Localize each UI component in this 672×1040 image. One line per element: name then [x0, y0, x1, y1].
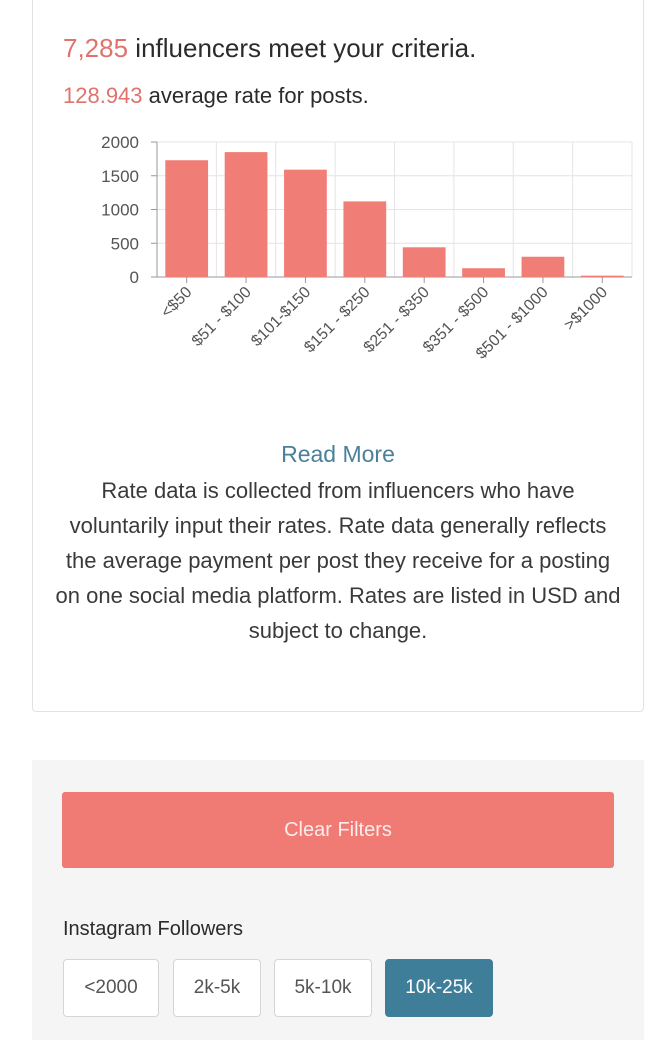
influencer-count-text: influencers meet your criteria.	[128, 33, 477, 63]
x-tick-label: $251 - $350	[360, 283, 434, 357]
influencer-count: 7,285	[63, 33, 129, 63]
bar	[343, 201, 386, 277]
x-tick-label: $51 - $100	[188, 283, 255, 350]
x-tick-label: <$50	[158, 283, 196, 322]
x-tick-label: $351 - $500	[419, 283, 493, 357]
rate-histogram-svg	[59, 127, 639, 427]
instagram-followers-label: Instagram Followers	[63, 918, 244, 940]
x-tick-label: $501 - $1000	[473, 283, 552, 363]
average-rate-line	[63, 83, 369, 109]
average-rate-value: 128.943	[63, 83, 143, 108]
x-tick-label: $151 - $250	[301, 283, 374, 357]
x-tick-label: >$1000	[561, 283, 612, 334]
bar	[284, 170, 327, 277]
average-rate-text: average rate for posts.	[142, 83, 369, 108]
chip-2k-5k[interactable]: 2k-5k	[173, 959, 261, 1017]
bar	[403, 247, 446, 277]
filters-panel	[32, 760, 644, 1040]
chip-5k-10k[interactable]: 5k-10k	[274, 959, 372, 1017]
rate-histogram	[59, 127, 639, 427]
y-tick-label: 0	[129, 268, 139, 287]
y-tick-label: 1000	[101, 200, 139, 220]
chip-under-2000[interactable]: <2000	[63, 959, 159, 1017]
read-more-link[interactable]: Read More	[281, 441, 395, 467]
x-tick-label: $101-$150	[248, 283, 315, 350]
bar	[522, 257, 565, 277]
bar	[225, 152, 268, 277]
y-tick-label: 500	[110, 234, 139, 254]
chip-10k-25k[interactable]: 10k-25k	[385, 959, 493, 1017]
bar	[462, 268, 505, 277]
rate-description: Rate data is collected from influencers who have voluntarily input their rates. Rate data generally reflects the average payment per post they receive for a posting on one social media platform. Rates are listed in USD and subject to change.	[55, 478, 621, 643]
y-tick-label: 2000	[101, 133, 139, 152]
bar	[165, 160, 208, 277]
bar	[581, 276, 624, 277]
rate-summary-card	[32, 0, 644, 712]
y-tick-label: 1500	[101, 166, 139, 186]
clear-filters-button[interactable]: Clear Filters	[62, 792, 614, 868]
influencer-count-line	[63, 33, 476, 64]
